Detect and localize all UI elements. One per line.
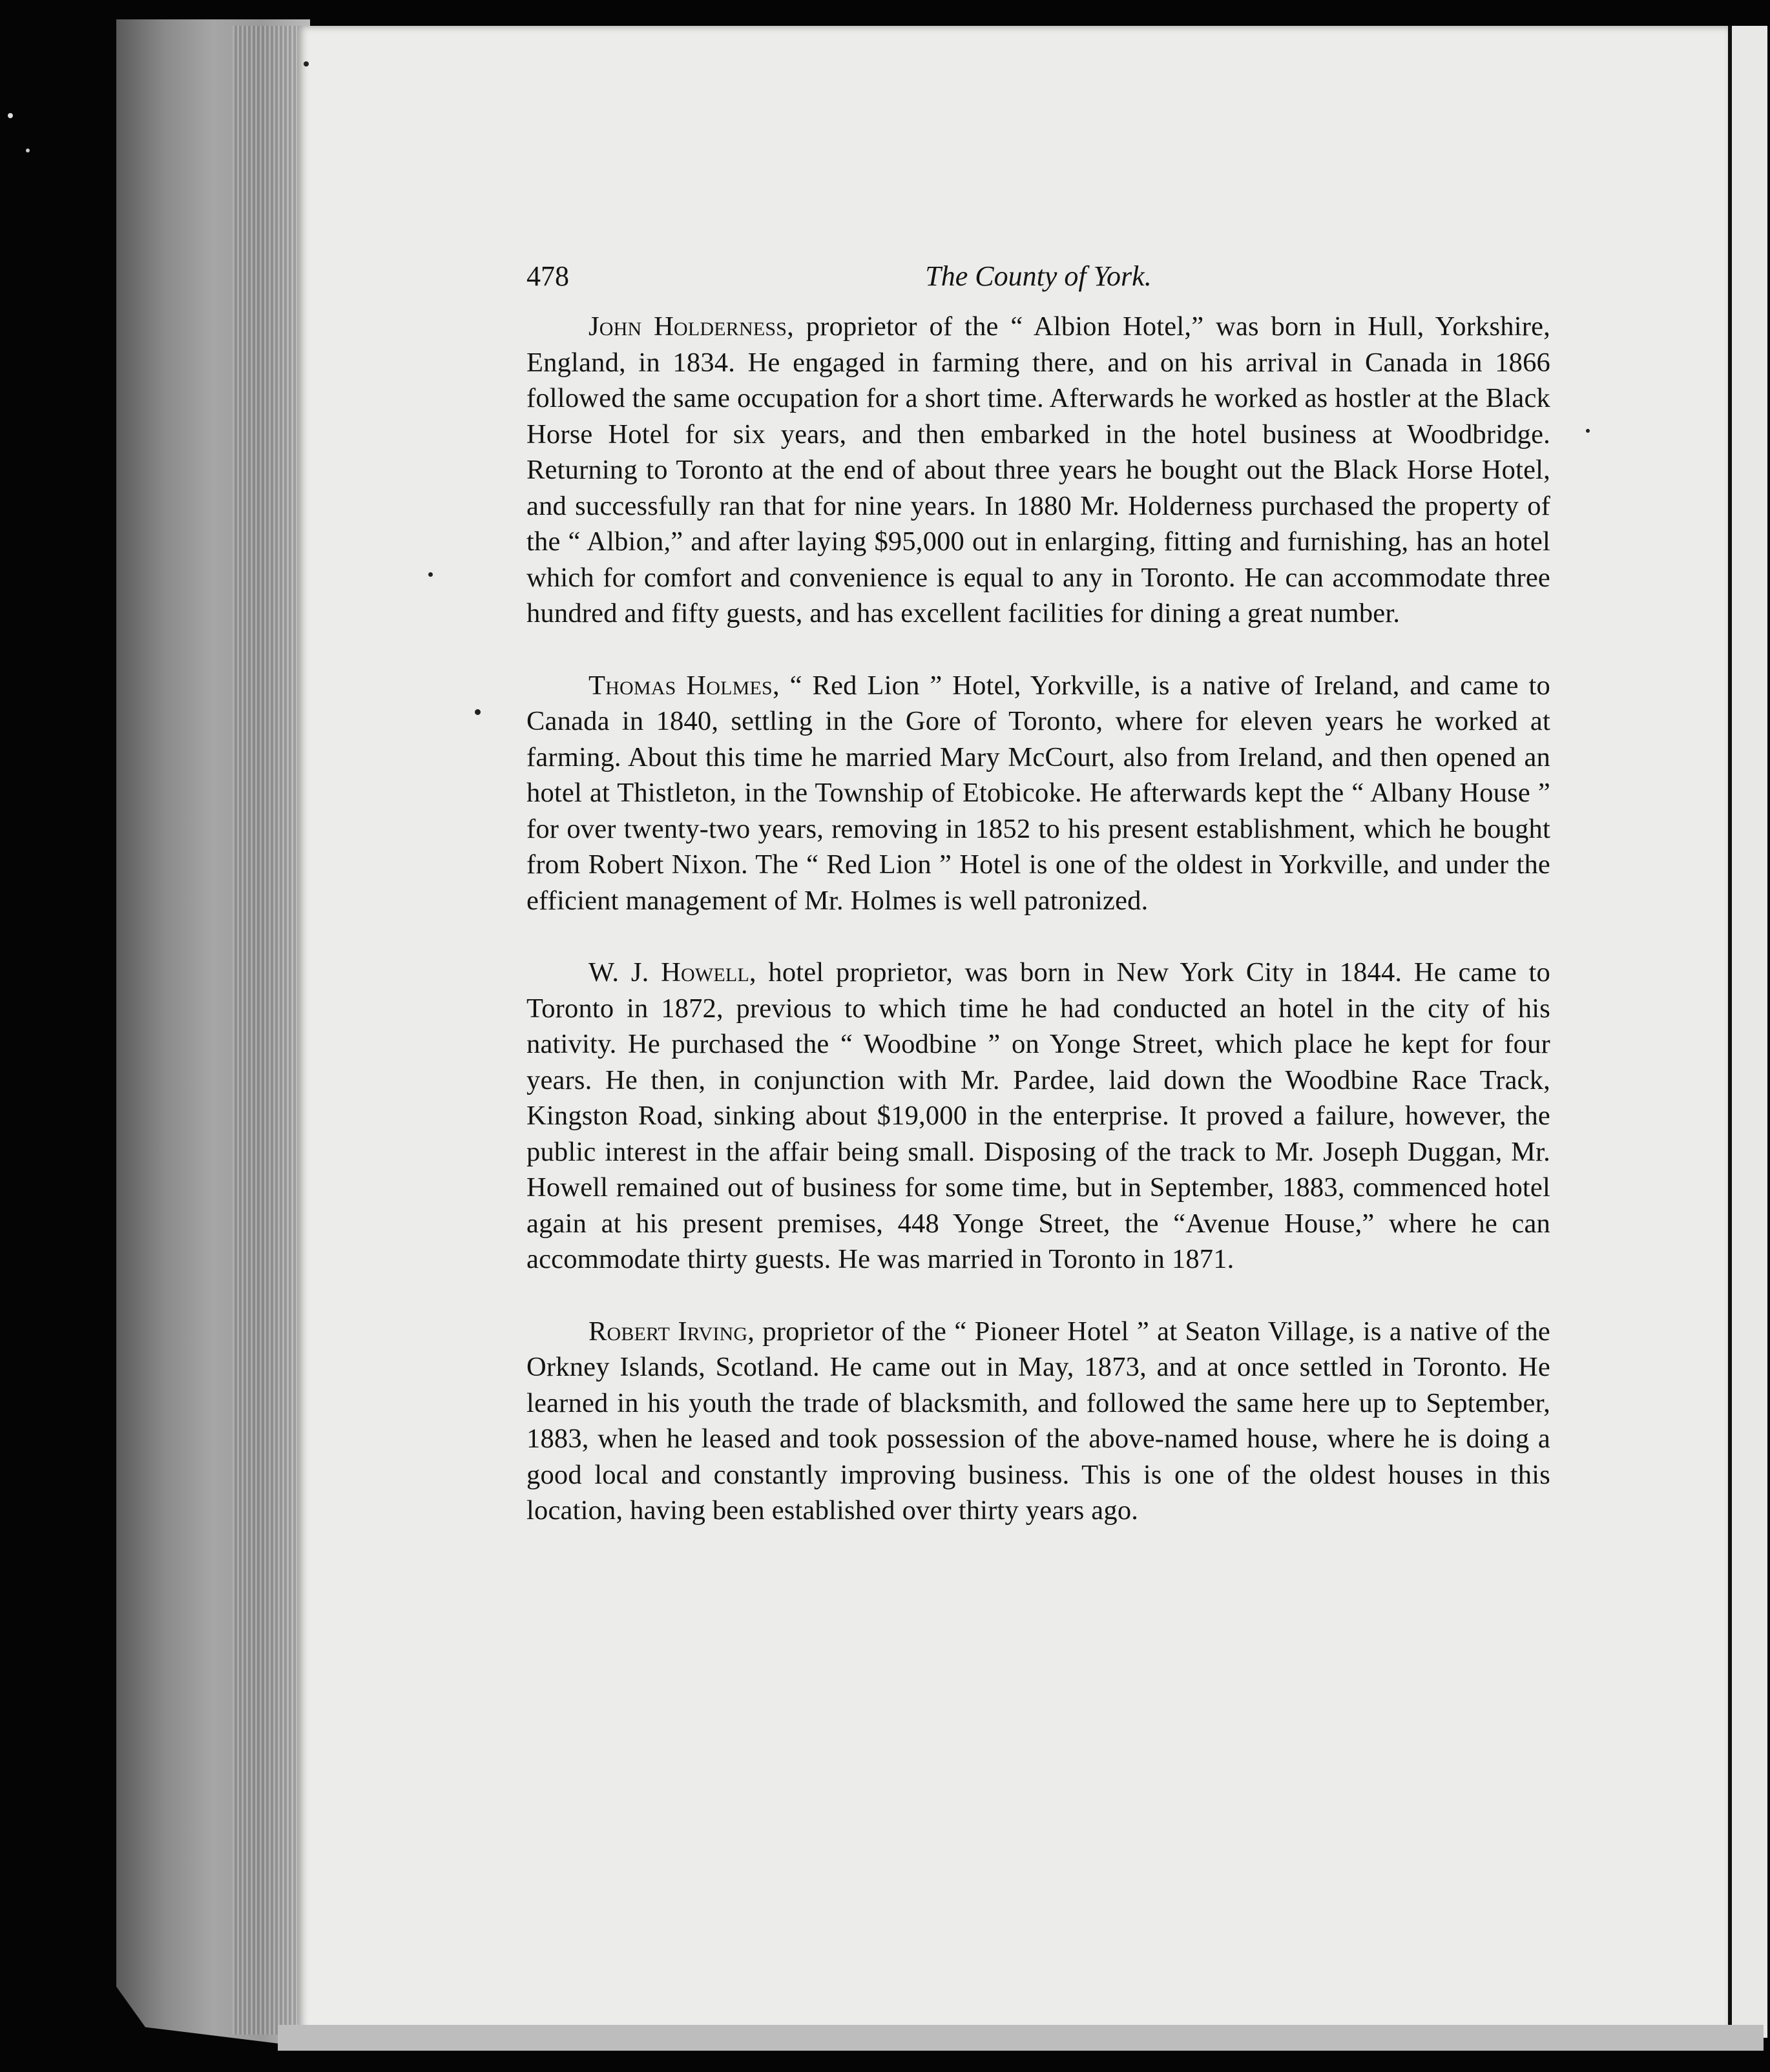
entry-irving bbox=[526, 1314, 1550, 1529]
page-stack-texture bbox=[233, 26, 304, 2035]
entry-holmes bbox=[526, 668, 1550, 919]
entry-name: W. J. Howell bbox=[588, 957, 749, 988]
entry-text: , proprietor of the “ Albion Hotel,” was born in Hull, Yorkshire, England, in 1834. He engaged in farming there, and on his arrival in Canada in 1866 followed the same occupation for a short time. Afterwards he worked as hostler at the Black Horse Hotel for six years, and then embarked in the hotel business at Woodbridge. Returning to Toronto at the end of about three years he bought out the Black Horse Hotel, and successfully ran that for nine years. In 1880 Mr. Holderness purchased the property of the “ Albion,” and after laying $95,000 out in enlarging, fitting and furnishing, has an hotel which for comfort and convenience is equal to any in Toronto. He can accommodate three hundred and fifty guests, and has excellent facilities for dining a great number. bbox=[526, 311, 1550, 628]
entry-text: , proprietor of the “ Pioneer Hotel ” at Seaton Village, is a native of the Orkney Islands, Scotland. He came out in May, 1873, and at once settled in Toronto. He learned in his youth the trade of blacksmith, and followed the same here up to September, 1883, when he leased and took possession of the above-named house, where he is doing a good local and constantly improving business. This is one of the oldest houses in this location, having been established over thirty years ago. bbox=[526, 1316, 1550, 1526]
entry-name: Thomas Holmes bbox=[588, 670, 773, 701]
entry-holderness bbox=[526, 309, 1550, 632]
book-bottom-edge bbox=[278, 2025, 1764, 2051]
facing-page-edge bbox=[1728, 26, 1767, 2038]
dust-speck bbox=[428, 572, 433, 577]
entry-howell bbox=[526, 955, 1550, 1278]
entry-name: Robert Irving bbox=[588, 1316, 748, 1347]
page-header bbox=[526, 257, 1550, 309]
page-content bbox=[526, 257, 1550, 1565]
running-title: The County of York. bbox=[925, 260, 1152, 292]
entry-text: , “ Red Lion ” Hotel, Yorkville, is a native of Ireland, and came to Canada in 1840, settling in the Gore of Toronto, where for eleven years he worked at farming. About this time he married Mary McCourt, also from Ireland, and then opened an hotel at Thistleton, in the Township of Etobicoke. He afterwards kept the “ Albany House ” for over twenty-two years, removing in 1852 to his present establishment, which he bought from Robert Nixon. The “ Red Lion ” Hotel is one of the oldest in Yorkville, and under the efficient management of Mr. Holmes is well patronized. bbox=[526, 670, 1550, 916]
dust-speck bbox=[26, 149, 30, 152]
entry-name: John Holderness bbox=[588, 311, 787, 342]
entry-text: , hotel proprietor, was born in New York City in 1844. He came to Toronto in 1872, previous to which time he had conducted an hotel in the city of his nativity. He purchased the “ Woodbine ” on Yonge Street, which place he kept for four years. He then, in conjunction with Mr. Pardee, laid down the Woodbine Race Track, Kingston Road, sinking about $19,000 in the enterprise. It proved a failure, however, the public interest in the affair being small. Disposing of the track to Mr. Joseph Duggan, Mr. Howell remained out of business for some time, but in September, 1883, commenced hotel again at his present premises, 448 Yonge Street, the “Avenue House,” where he can accommodate thirty guests. He was married in Toronto in 1871. bbox=[526, 957, 1550, 1274]
dust-speck bbox=[1586, 429, 1590, 433]
page-number: 478 bbox=[526, 260, 569, 292]
dust-speck bbox=[475, 709, 481, 715]
dust-speck bbox=[8, 113, 13, 118]
dust-speck bbox=[304, 61, 309, 67]
